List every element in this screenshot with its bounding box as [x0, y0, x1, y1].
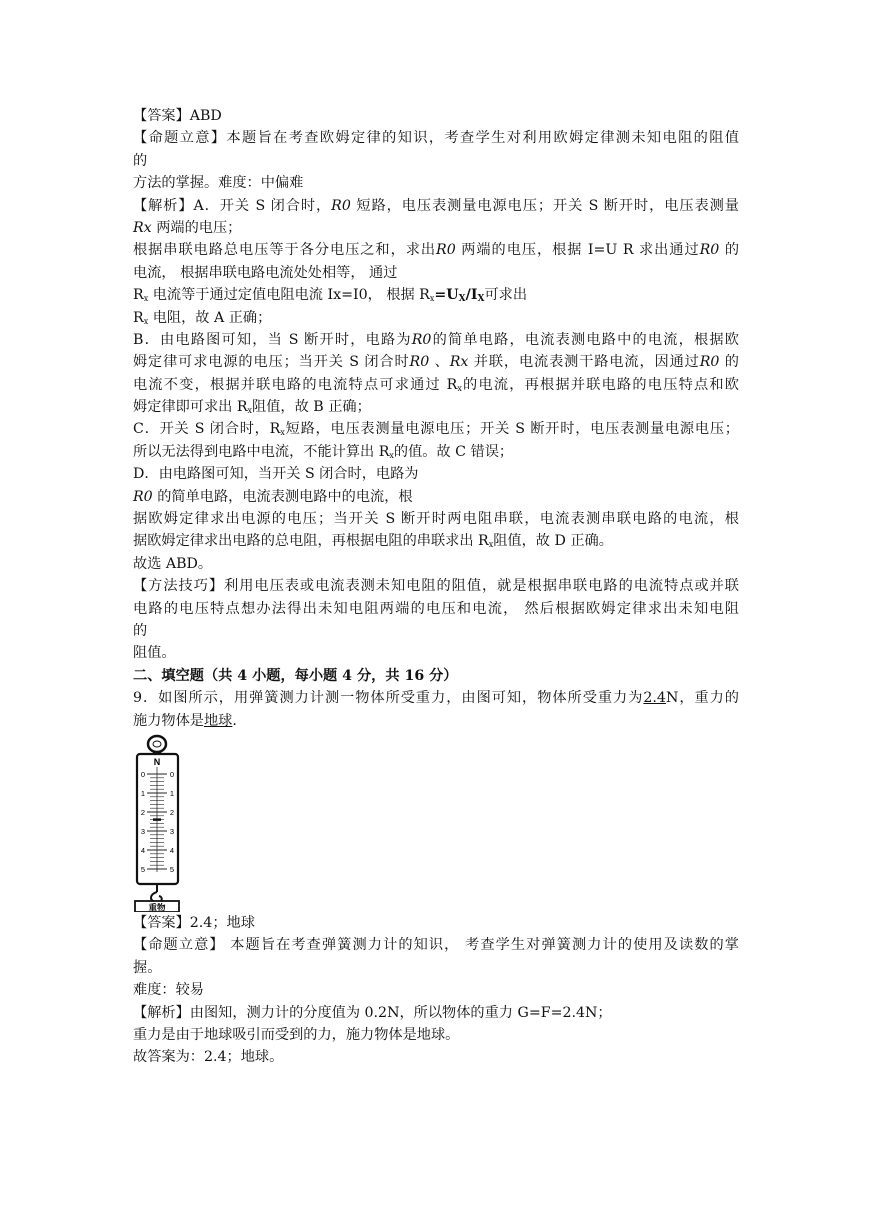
- q9-analysis-line2: 重力是由于地球吸引而受到的力，施力物体是地球。: [133, 1026, 460, 1043]
- scale-label-left: 4: [140, 845, 146, 855]
- spring-scale-diagram: [133, 734, 193, 912]
- q8-analysis-line4: 电流， 根据串联电路电流处处相等， 通过: [133, 264, 398, 281]
- scale-label-left: 3: [140, 826, 146, 836]
- q8-tip-line2: 电路的电压特点想办法得出未知电阻两端的电压和电流， 然后根据欧姆定律求出未知电阻: [133, 600, 739, 617]
- q8-tip-line1: 【方法技巧】利用电压表或电流表测未知电阻的阻值，就是根据串联电路的电流特点或并联: [133, 578, 739, 595]
- q9-stem-line1: 9．如图所示，用弹簧测力计测一物体所受重力，由图可知，物体所受重力为2.4N，重力的: [133, 690, 740, 707]
- q8-analysis-line6: $R_x$ 电阻，故 A 正确；: [133, 309, 272, 326]
- unit-label: N: [153, 756, 161, 767]
- q8-option-c-line1: C．开关 S 闭合时，$R_x$短路，电压表测量电源电压；开关 S 断开时，电压表测量电源电压；: [133, 421, 739, 438]
- q8-option-b-line1: B．由电路图可知，当 S 断开时，电路为R0的简单电路，电流表测电路中的电流，根据欧: [133, 331, 739, 348]
- q8-analysis-line3: 根据串联电路总电压等于各分电压之和，求出R0 两端的电压，根据 I=U R 求出通过R0 的: [133, 242, 740, 259]
- q8-analysis-line5: $R_x$ 电流等于通过定值电阻电流 Ix=I0， 根据 $R_x=UX/IX$可求出: [133, 287, 528, 305]
- q9-analysis-line1: 【解析】由图知，测力计的分度值为 0.2N，所以物体的重力 G=F=2.4N；: [133, 1004, 612, 1021]
- q9-answer: 【答案】2.4；地球: [133, 914, 255, 931]
- q8-option-d-line2: R0 的简单电路，电流表测电路中的电流，根: [133, 488, 413, 505]
- q8-answer: 【答案】ABD: [133, 108, 222, 124]
- q8-option-b-line4: 姆定律即可求出 $R_x$阻值，故 B 正确；: [133, 399, 371, 416]
- q8-intent-line2: 的: [133, 152, 148, 169]
- q9-stem-line2: 施力物体是地球.: [133, 712, 237, 729]
- scale-label-right: 2: [169, 807, 175, 817]
- q8-option-d-line4: 据欧姆定律求出电路的总电阻，再根据电阻的串联求出 $R_x$阻值，故 D 正确。: [133, 533, 613, 550]
- scale-label-right: 5: [169, 864, 175, 874]
- q8-option-d-line1: D．由电路图可知，当开关 S 闭合时，电路为: [133, 466, 419, 483]
- scale-label-left: 0: [140, 769, 146, 779]
- q8-option-c-line2: 所以无法得到电路中电流，不能计算出 $R_x$的值。故 C 错误；: [133, 443, 514, 460]
- q8-tip-line3: 的: [133, 622, 148, 639]
- q9-difficulty: 难度：较易: [133, 982, 204, 999]
- scale-label-left: 2: [140, 807, 146, 817]
- q9-final-answer: 故答案为：2.4；地球。: [133, 1049, 284, 1066]
- pointer-indicator: [153, 818, 161, 821]
- q9-intent-line1: 【命题立意】 本题旨在考查弹簧测力计的知识， 考查学生对弹簧测力计的使用及读数的掌: [133, 937, 739, 954]
- hook-ring-inner: [153, 741, 161, 747]
- q8-intent-line1: 【命题立意】本题旨在考查欧姆定律的知识，考查学生对利用欧姆定律测未知电阻的阻值: [133, 130, 739, 147]
- q8-intent-line3: 方法的掌握。难度：中偏难: [133, 175, 304, 192]
- q8-tip-line4: 阻值。: [133, 645, 176, 662]
- q8-choice: 故选 ABD。: [133, 555, 213, 572]
- scale-label-left: 1: [140, 788, 146, 798]
- document-page: [133, 105, 739, 1069]
- q8-option-d-line3: 据欧姆定律求出电源的电压；当开关 S 断开时两电阻串联，电流表测串联电路的电流，根: [133, 511, 739, 528]
- spring-scale-figure: [133, 734, 739, 912]
- scale-label-right: 3: [169, 826, 175, 836]
- q8-analysis-line2: Rx 两端的电压；: [133, 219, 242, 236]
- scale-label-right: 4: [169, 845, 175, 855]
- q9-blank-object: 地球: [203, 712, 233, 729]
- weight-label: 重物: [148, 903, 166, 912]
- scale-label-left: 5: [140, 864, 146, 874]
- q9-blank-weight: 2.4: [643, 690, 666, 707]
- q8-option-b-line3: 电流不变，根据并联电路的电流特点可求通过 $R_x$的电流，再根据并联电路的电压特点和欧: [133, 376, 739, 393]
- scale-label-right: 1: [169, 788, 175, 798]
- q8-analysis-line1: 【解析】A．开关 S 闭合时，R0 短路，电压表测量电源电压；开关 S 断开时，电压表测量: [133, 197, 739, 214]
- section2-heading: 二、填空题（共 4 小题，每小题 4 分，共 16 分）: [133, 667, 458, 684]
- scale-label-right: 0: [169, 769, 175, 779]
- q9-intent-line2: 握。: [133, 959, 162, 976]
- q8-option-b-line2: 姆定律可求电源的电压；当开关 S 闭合时R0 、Rx 并联，电流表测干路电流，因通过R0 的: [133, 354, 739, 371]
